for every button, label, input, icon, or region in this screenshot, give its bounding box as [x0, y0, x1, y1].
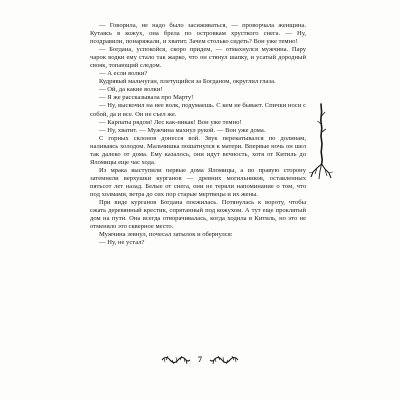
paragraph: — Богдана, успокойся, скоро придем, — отмахнулся мужчина. Пару чарок водки ему стало так жарко, что он стянул шапку, и усатый дородный свояк, топающий следом.: [90, 46, 306, 70]
paragraph: При виде курганов Богдана поежилась. Потянулась к вороту, чтобы сжать деревянный крестик, спрятанный под кожухом. А тут еще проклятый дом на пути. Она всегда отворачивалась, когда ходила в Китиль, но это не отменяло это скверное место.: [90, 199, 306, 231]
paragraph: Кудрявый мальчуган, плетущийся за Богданом, округлил глаза.: [99, 78, 276, 86]
ornament-right-icon: [208, 354, 240, 366]
paragraph: — А если волки?: [99, 70, 148, 78]
paragraph: — Ой, да какие волки!: [99, 86, 163, 94]
paragraph: Из мрака выступили первые дома Яломицы, а по правую сторону затемнели верхушки курганов — древних могильников, оставленных пятьсот лет назад. Белые от снега, они не теряли напоминание о том, что под холмами, ветра до сих пор старые мертвецы и их жены.: [90, 166, 306, 198]
paragraph: Мужчина зевнул, почесал затылок и обернулся:: [99, 231, 233, 239]
page-footer: [150, 352, 250, 368]
paragraph: — Ну, выскочил на нее волк, подумаешь. С кем не бывает. Спички носи с собой, да и все. Он не съел же.: [90, 102, 306, 118]
paragraph: — Ну, хватит. — Мужчина махнул рукой. — Вон уже дома.: [99, 126, 266, 134]
paragraph: С горных склонов донесся вой. Звук перекатывался по долинам, наливаясь холодом. Мальчишка пошатнулся к матери. Впервые ночь он шел так далеко от дома. Ему казалось, они идут вечность, хотя от Китиль до Яломицы еще час хода.: [90, 134, 306, 166]
branch-illustration-icon: [308, 102, 334, 182]
paragraph: — Ну, не устал?: [99, 239, 145, 247]
body-text: [90, 22, 306, 247]
paragraph: — Я же рассказывала про Марту!: [99, 94, 194, 102]
paragraph: — Карпаты рядом! Лес как-никак! Вон уже темно!: [99, 118, 242, 126]
page-number: 7: [198, 355, 202, 364]
paragraph: — Говорила, не надо было засиживаться, — проворчала женщина. Кутаясь в кожух, она брела по островкам хрусткого снега. — Ну, поздравили, понаряжали, и хватит. Зачем столько сидеть? Вон уже темно!: [90, 22, 306, 46]
